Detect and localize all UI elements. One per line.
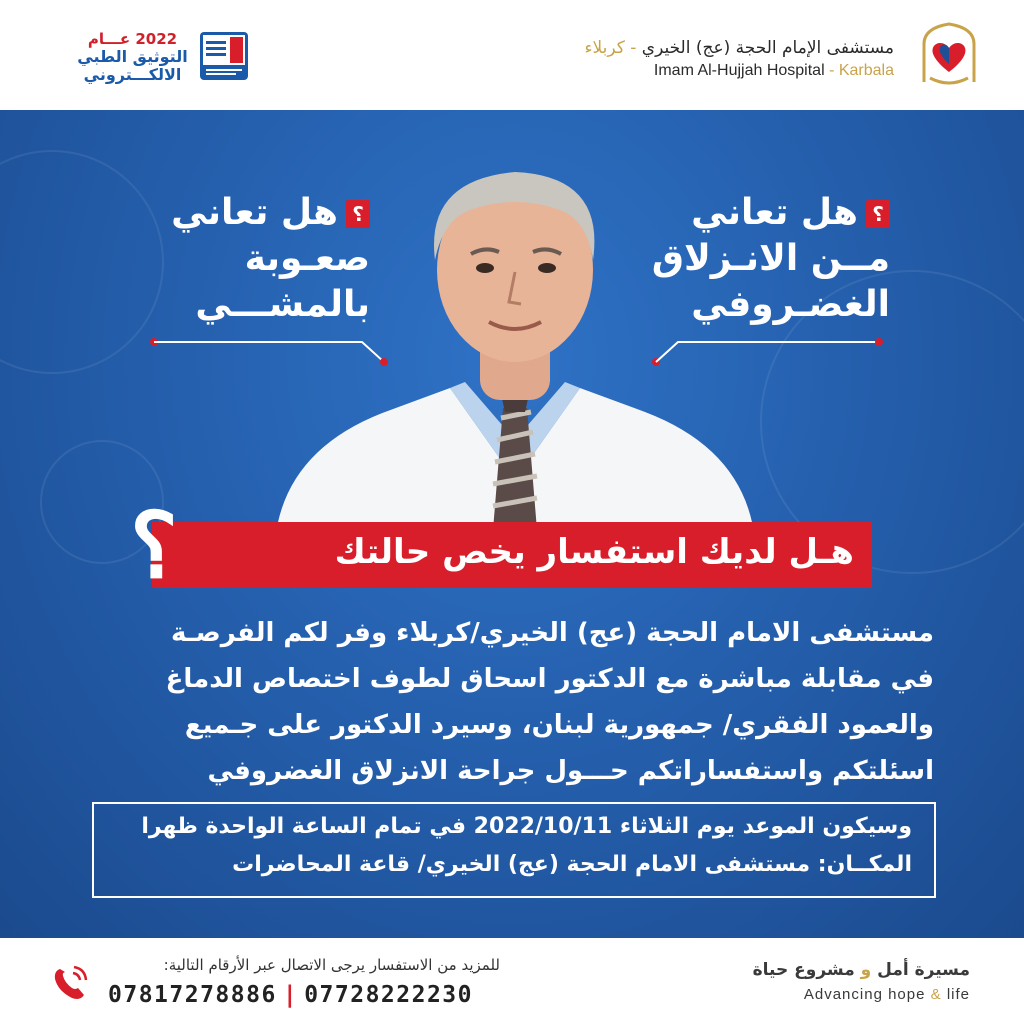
- body-line-3: والعمود الفقري/ جمهورية لبنان، وسيرد الدكتور على جـميع: [184, 710, 934, 740]
- question-left-line-3: بالمشـــي: [195, 284, 370, 325]
- phone-number-1: 07817278886: [108, 982, 277, 1008]
- question-left-line-2: صعـوبة: [244, 238, 370, 279]
- body-line-1: مستشفى الامام الحجة (عج) الخيري/كربلاء وفر لكم الفرصـة: [171, 618, 934, 648]
- phone-icon: [50, 963, 90, 1003]
- slogan-en-part-1: Advancing hope: [803, 986, 926, 1003]
- announcement-body: [94, 610, 934, 794]
- phone-numbers: [108, 982, 473, 1008]
- documentation-year-badge: [200, 32, 248, 80]
- header: [0, 0, 1024, 110]
- footer: [0, 938, 1024, 1024]
- year-line-1: 2022 عـــام: [87, 30, 178, 48]
- slogan-en-amp: &: [930, 986, 942, 1003]
- hospital-logo: [914, 20, 984, 90]
- question-mark-icon: ؟: [866, 200, 890, 228]
- question-right-line-2: مــن الانـزلاق: [651, 238, 890, 279]
- slogan-arabic: [753, 960, 970, 980]
- slogan-ar-and: و: [860, 960, 872, 980]
- year-line-2: التوثيق الطبي: [77, 47, 188, 66]
- slogan-ar-part-2: مشروع حياة: [752, 960, 855, 980]
- question-banner: [130, 493, 872, 599]
- hospital-name-ar-text: مستشفى الإمام الحجة (عج) الخيري: [641, 38, 894, 58]
- question-walking-difficulty: [130, 190, 370, 328]
- banner-question-mark: ؟: [130, 493, 178, 599]
- question-left-line-1: [130, 190, 370, 236]
- question-right-text-1: هل تعاني: [691, 192, 858, 233]
- appointment-date: وسيكون الموعد يوم الثلاثاء 2022/10/11 في تمام الساعة الواحدة ظهرا: [141, 814, 912, 839]
- hospital-city-en: - Karbala: [829, 62, 894, 79]
- question-mark-icon: ؟: [346, 200, 370, 228]
- appointment-location: المكــان: مستشفى الامام الحجة (عج) الخيري/ قاعة المحاضرات: [232, 852, 912, 877]
- hospital-city-ar: - كربلاء: [584, 38, 637, 58]
- hospital-name-ar: [584, 38, 894, 58]
- slogan-ar-part-1: مسيرة أمل: [877, 960, 970, 980]
- documentation-year-title: [70, 30, 195, 84]
- slogan-en-part-2: life: [946, 986, 970, 1003]
- year-line-3: الالكـــتروني: [83, 65, 182, 84]
- contact-label: للمزيد من الاستفسار يرجى الاتصال عبر الأرقام التالية:: [163, 956, 500, 974]
- phone-separator: |: [282, 982, 299, 1008]
- main-panel: [0, 110, 1024, 938]
- question-right-line-1: [660, 190, 890, 236]
- hospital-name-en-text: Imam Al-Hujjah Hospital: [653, 62, 825, 79]
- pointer-line-right: [650, 338, 885, 368]
- question-left-text-1: هل تعاني: [171, 192, 338, 233]
- phone-number-2: 07728222230: [304, 982, 474, 1008]
- hospital-name-en: [654, 62, 894, 80]
- banner-text: هـل لديك استفسار يخص حالتك: [334, 532, 854, 572]
- question-disc-herniation: [651, 190, 890, 328]
- body-line-4: اسئلتكم واستفساراتكم حـــول جراحة الانزلاق الغضروفي: [207, 756, 934, 786]
- slogan-english: [804, 986, 970, 1003]
- body-line-2: في مقابلة مباشرة مع الدكتور اسحاق لطوف اختصاص الدماغ: [165, 664, 934, 694]
- question-right-line-3: الغضـروفي: [691, 284, 890, 325]
- pointer-line-left: [150, 338, 390, 368]
- appointment-box: [92, 802, 936, 898]
